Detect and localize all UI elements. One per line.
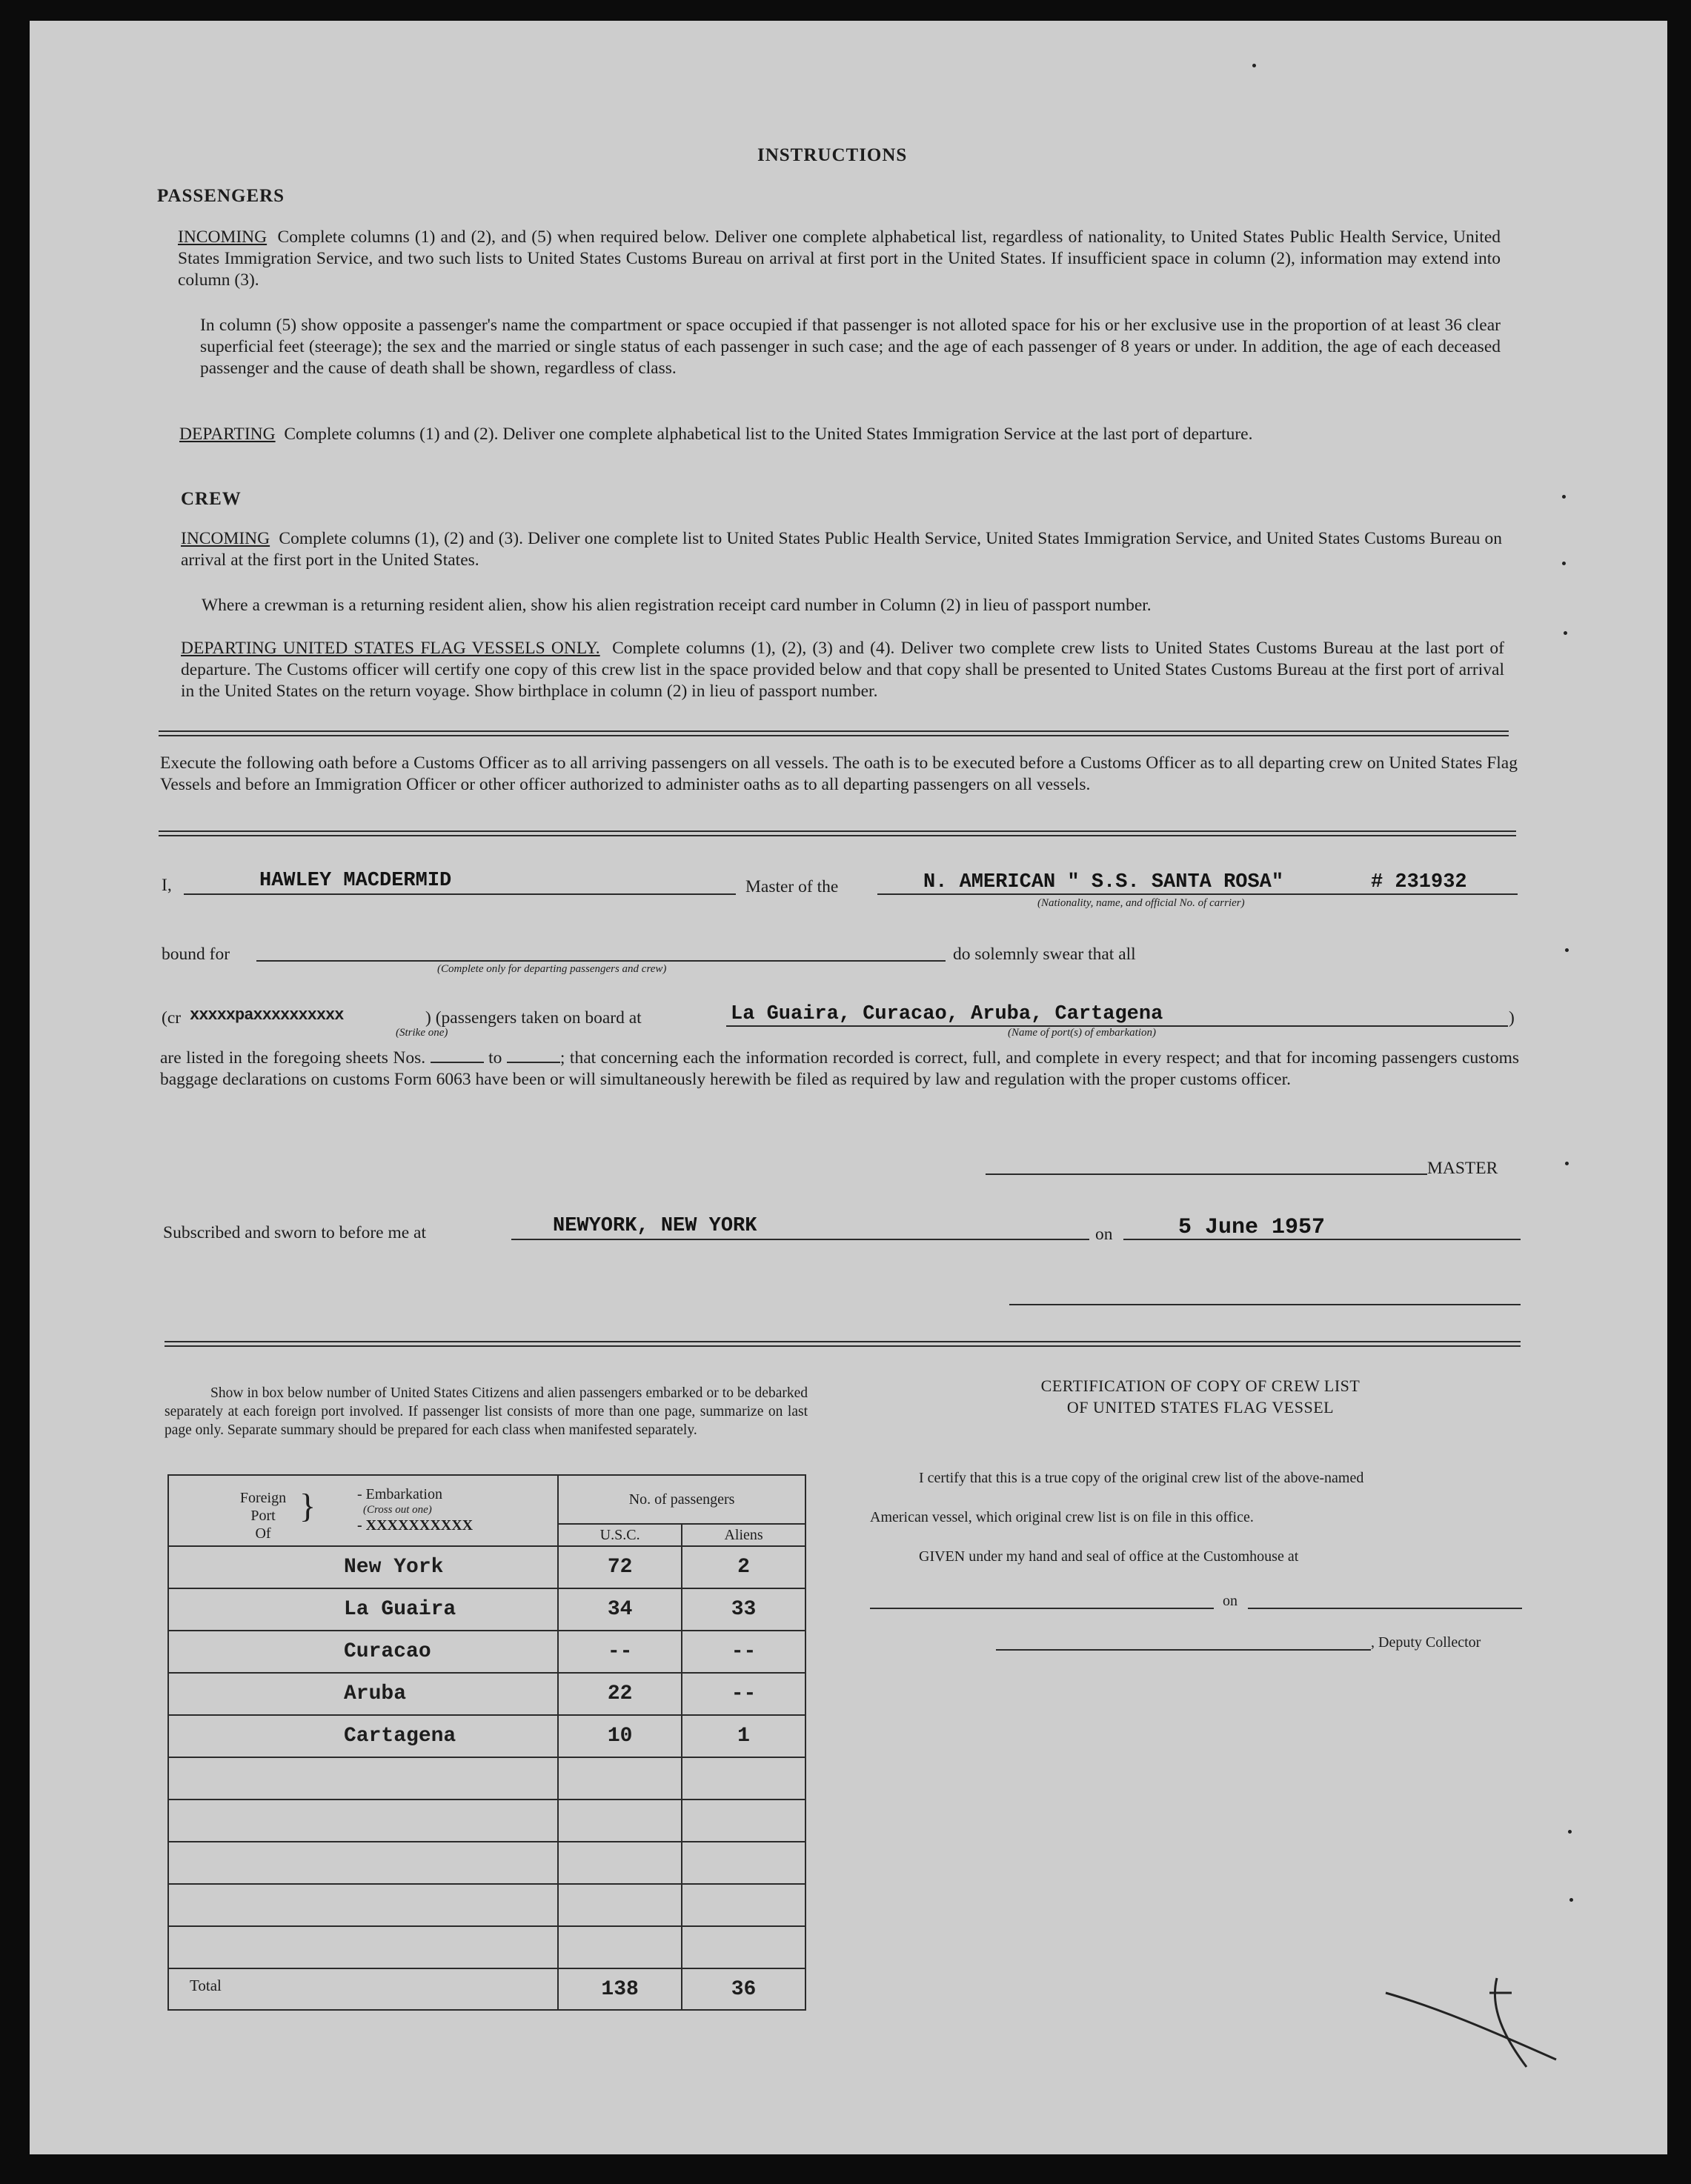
master-label: MASTER [1427,1159,1498,1178]
passengers-departing-label: DEPARTING [179,425,276,444]
scan-speck [1564,631,1567,635]
crew-departing-block [181,638,1504,702]
empty-cell [682,1926,805,1968]
crew-incoming-label: INCOMING [181,529,270,548]
foregoing-text: are listed in the foregoing sheets Nos. [160,1048,426,1068]
empty-cell [168,1842,558,1884]
port-header-cell [168,1475,558,1546]
empty-cell [682,1800,805,1842]
passenger-summary-table [167,1474,806,2011]
port-name: Aruba [168,1673,558,1715]
instructions-title: INSTRUCTIONS [757,145,908,165]
divider-double-1 [159,730,1509,736]
crew-struck-out: xxxxxpaxxxxxxxxxx [190,1006,344,1025]
swear-text: do solemnly swear that all [953,945,1136,964]
passengers-incoming-text: Complete columns (1) and (2), and (5) when required below. Deliver one complete alphabetical list, regardless of nationality, to United States Public Health Service, United States Immigration Service, and two such lists to United States Customs Bureau on arrival at first port in the United States. If insufficient space in column (2), information may extend into column (3). [178,227,1501,290]
vessel-caption: (Nationality, name, and official No. of carrier) [1037,897,1245,909]
foreign-port-of [233,1489,293,1542]
no-passengers-header: No. of passengers [558,1475,805,1524]
master-signature-line [986,1154,1427,1175]
sworn-on-label: on [1095,1225,1113,1244]
empty-cell [168,1800,558,1842]
aliens-count: 1 [682,1715,805,1757]
certify-line1: I certify that this is a true copy of the original crew list of the above-named [919,1470,1364,1486]
passengers-departing-text: Complete columns (1) and (2). Deliver one complete alphabetical list to the United States Immigration Service at the last port of departure. [284,425,1253,444]
sheet-from-blank [431,1062,484,1063]
empty-row [168,1842,805,1884]
debarkation-struck: - XXXXXXXXXX [357,1517,474,1534]
empty-row [168,1800,805,1842]
cert-on-label: on [1223,1593,1237,1609]
aliens-count: -- [682,1673,805,1715]
passengers-heading: PASSENGERS [157,186,285,206]
bound-for-line [256,939,946,962]
empty-row [168,1757,805,1800]
bound-for-label: bound for [162,945,230,964]
vessel-official-number: # 231932 [1371,871,1467,893]
master-of-label: Master of the [745,877,839,896]
empty-cell [682,1842,805,1884]
empty-cell [558,1842,682,1884]
foregoing-paragraph [160,1048,1519,1091]
aliens-count: 2 [682,1546,805,1588]
passengers-incoming-block [178,227,1501,291]
oath-intro: Execute the following oath before a Customs Officer as to all arriving passengers on all vessels. The oath is to be executed before a Customs Officer as to all departing crew on United States Flag Vessels and before an Immigration Officer or other officer authorized to administer oaths as to all departing passengers on all vessels. [160,753,1518,794]
aliens-count: -- [682,1631,805,1673]
table-row [168,1673,805,1715]
crew-incoming-text: Complete columns (1), (2) and (3). Deliver one complete list to United States Public Health Service, United States Immigration Service, and United States Customs Bureau on arrival at the first port in the United States. [181,529,1502,570]
embarkation-label: - Embarkation [357,1486,442,1502]
empty-cell [558,1884,682,1926]
usc-header: U.S.C. [558,1524,682,1546]
total-label: Total [168,1968,558,2010]
usc-count: 34 [558,1588,682,1631]
port-name: Cartagena [168,1715,558,1757]
passengers-taken-label: ) (passengers taken on board at [425,1008,642,1028]
foreign-label: Foreign [239,1490,287,1506]
table-row [168,1546,805,1588]
port-name: La Guaira [168,1588,558,1631]
of-label: Of [255,1525,271,1542]
port-name: Curacao [168,1631,558,1673]
passengers-departing-block [179,424,1501,445]
scan-speck [1562,495,1566,499]
total-aliens: 36 [682,1968,805,2010]
empty-cell [558,1757,682,1800]
empty-cell [558,1800,682,1842]
certification-title-line1: CERTIFICATION OF COPY OF CREW LIST [1040,1376,1361,1395]
cert-date-line [1248,1591,1522,1609]
empty-row [168,1926,805,1968]
port-name: New York [168,1546,558,1588]
usc-count: 22 [558,1673,682,1715]
port-label: Port [250,1508,276,1524]
given-text: GIVEN under my hand and seal of office at the Customhouse at [919,1548,1299,1565]
master-name: HAWLEY MACDERMID [259,870,452,892]
ports-caption: (Name of port(s) of embarkation) [1008,1027,1156,1039]
usc-count: 72 [558,1546,682,1588]
summary-note: Show in box below number of United States Citizens and alien passengers embarked or to be debarked separately at each foreign port involved. If passenger list consists of more than one page, summarize on last page only. Separate summary should be prepared for each class when manifested separately. [165,1385,808,1438]
brace: } [299,1487,316,1525]
subscribed-label: Subscribed and sworn to before me at [163,1223,427,1242]
ports-of-embarkation: La Guaira, Curacao, Aruba, Cartagena [731,1003,1163,1025]
empty-cell [168,1884,558,1926]
certification-title [919,1375,1482,1418]
empty-cell [682,1884,805,1926]
scan-speck [1252,64,1256,67]
empty-cell [168,1926,558,1968]
total-usc: 138 [558,1968,682,2010]
certify-line2: American vessel, which original crew list is on file in this office. [870,1509,1254,1525]
deputy-signature-line [996,1633,1371,1651]
aliens-header: Aliens [682,1524,805,1546]
column5-instructions: In column (5) show opposite a passenger's name the compartment or space occupied if that passenger is not alloted space for his or her exclusive use in the proportion of at least 36 clear superficial feet (steerage); the sex and the married or single status of each passenger in such case; and the age of each passenger of 8 years or under. In addition, the age of each deceased passenger and the cause of death shall be shown, regardless of class. [200,316,1501,378]
deputy-collector-label: , Deputy Collector [1371,1634,1481,1651]
scan-speck [1562,562,1566,565]
scan-speck [1565,1162,1569,1165]
usc-count: -- [558,1631,682,1673]
divider-double-2 [159,830,1516,836]
empty-cell [682,1757,805,1800]
sheet-to-blank [507,1062,560,1063]
crew-resident-text: Where a crewman is a returning resident alien, show his alien registration receipt card number in Column (2) in lieu of passport number. [202,596,1152,615]
officer-signature-line [1009,1285,1521,1305]
table-row [168,1588,805,1631]
cross-out-caption: (Cross out one) [363,1504,432,1516]
passengers-incoming-label: INCOMING [178,227,268,247]
crew-prefix: (cr [162,1008,182,1028]
empty-cell [168,1757,558,1800]
crew-departing-text: Complete columns (1), (2), (3) and (4). Deliver two complete crew lists to United States Customs Bureau at the last port of departure. The Customs officer will certify one copy of this crew list in the space provided below and that copy shall be presented to United States Customs Bureau at the first port of arrival in the United States on the return voyage. Show birthplace in column (2) in lieu of passport number. [181,639,1505,701]
to-label: to [488,1048,502,1068]
aliens-count: 33 [682,1588,805,1631]
ports-close-paren: ) [1509,1008,1515,1028]
scan-speck [1569,1898,1573,1902]
crew-departing-label: DEPARTING UNITED STATES FLAG VESSELS ONLY. [181,639,600,658]
crew-heading: CREW [181,489,242,509]
bound-for-caption: (Complete only for departing passengers and crew) [437,963,667,975]
oath-i-label: I, [162,876,172,895]
scan-speck [1568,1830,1572,1834]
sworn-date: 5 June 1957 [1178,1215,1326,1240]
divider-double-3 [165,1341,1521,1347]
empty-row [168,1884,805,1926]
pen-mark-scribble [1378,1963,1571,2074]
sworn-place: NEWYORK, NEW YORK [553,1215,757,1237]
vessel-name: N. AMERICAN " S.S. SANTA ROSA" [923,871,1284,893]
strike-one-caption: (Strike one) [396,1027,448,1039]
usc-count: 10 [558,1715,682,1757]
total-row [168,1968,805,2010]
customhouse-line [870,1591,1214,1609]
empty-cell [558,1926,682,1968]
scan-speck [1565,948,1569,952]
concerning-text: ; that concerning each the information recorded is correct, full, and complete in every respect; and that for incoming passengers customs baggage declarations on customs Form 6063 have been or will simultaneously herewith be filed as required by law and regulation with the proper customs officer. [160,1048,1519,1089]
certification-title-line2: OF UNITED STATES FLAG VESSEL [1066,1398,1335,1416]
table-row [168,1715,805,1757]
crew-incoming-block [181,528,1502,571]
table-row [168,1631,805,1673]
